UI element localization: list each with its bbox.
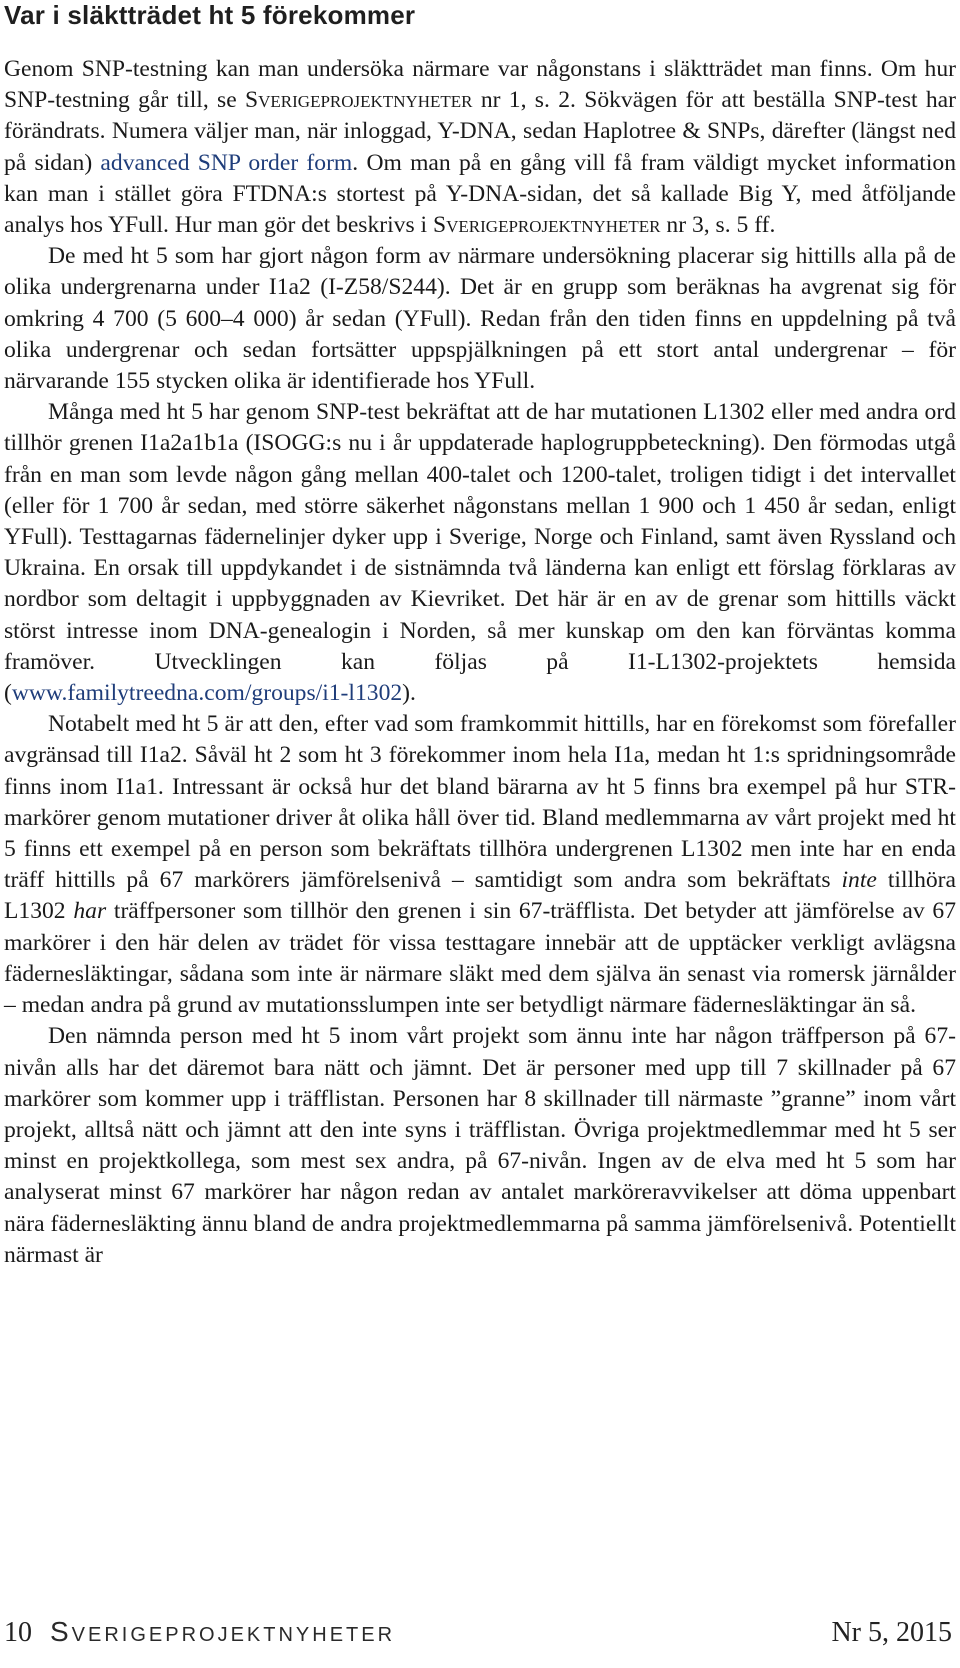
- magazine-name: Sverigeprojektnyheter: [50, 1616, 396, 1647]
- p4-emphasis-inte: inte: [841, 867, 877, 894]
- paragraph-1: [4, 54, 956, 241]
- p4-emphasis-har: har: [73, 898, 107, 925]
- p1-publication-ref-2: Sverigeprojektnyheter: [433, 212, 661, 239]
- article-body: [4, 54, 956, 1271]
- paragraph-2: De med ht 5 som har gjort någon form av närmare undersökning placerar sig hittills alla på de olika undergrenarna under I1a2 (I-Z58/S244). Det är en grupp som beräknas ha avgrenat sig för omkring 4 700 (5 600–4 000) år sedan (YFull). Redan från den tiden finns en uppdelning på två olika undergrenar och sedan fortsätter uppspjälkningen på ett stort antal undergrenar – för närvarande 155 stycken olika är identifierade hos YFull.: [4, 243, 956, 395]
- page-footer: [4, 1616, 952, 1656]
- page-number: 10: [4, 1617, 32, 1648]
- project-website-link[interactable]: www.familytreedna.com/groups/i1-l1302: [11, 680, 403, 707]
- p1-text-4: nr 3, s. 5 ff.: [660, 212, 776, 239]
- p3-text-1: Många med ht 5 har genom SNP-test bekräftat att de har mutationen L1302 eller med andra ord tillhör grenen I1a2a1b1a (ISOGG:s nu i år uppdaterade haplogruppbeteckning). Den förmodas utgå från en man som levde någon gång mellan 400-talet och 1200-talet, troligen tidigt i det intervallet (eller för 1 700 år sedan, med större säkerhet någonstans mellan 1 900 och 1 450 år sedan, enligt YFull). Testtagarnas fädernelinjer dyker upp i Sverige, Norge och Finland, samt även Ryssland och Ukraina. En orsak till uppdykandet i de sistnämnda två länderna kan enligt ett förslag förklaras av nordbor som deltagit i uppbyggnaden av Kievriket. Det här är en av de grenar som hittills väckt störst intresse inom DNA-genealogin i Norden, så mer kunskap om den kan förväntas komma framöver. Utvecklingen kan följas på I1-L1302-projektets hemsida (: [4, 399, 956, 707]
- p1-text-3: . Om man på en gång vill få fram väldigt mycket information kan man i stället göra FTDNA:s stortest på Y-DNA-sidan, det så kallade Big Y, med åtföljande analys hos YFull. Hur man gör det beskrivs i: [4, 149, 956, 239]
- p4-text-2: tillhöra L1302: [4, 867, 956, 925]
- issue-number: Nr 5, 2015: [831, 1617, 952, 1648]
- section-heading: Var i släktträdet ht 5 förekommer: [4, 0, 416, 30]
- p4-text-3: träffpersoner som tillhör den grenen i sin 67-träfflista. Det betyder att jämförelse av 67 markörer i den här delen av trädet för vissa testtagare innebär att de upptäcker verkligt avlägsna fädernesläktingar, sådana som inte är närmare släkt med dem själva än senast via romersk järnålder – medan andra på grund av mutationsslumpen inte ser betydligt närmare fädernesläktingar än så.: [4, 898, 957, 1019]
- p1-text-1: Genom SNP-testning kan man undersöka närmare var någonstans i släktträdet man finns. Om hur SNP-testning går till, se: [4, 56, 956, 114]
- advanced-snp-order-form-link[interactable]: advanced SNP order form: [100, 149, 353, 176]
- paragraph-3: [4, 397, 956, 709]
- paragraph-4: [4, 709, 956, 1021]
- footer-left: [4, 1616, 395, 1649]
- p3-text-2: ).: [402, 680, 416, 707]
- p1-text-2: nr 1, s. 2. Sökvägen för att beställa SNP-test har förändrats. Numera väljer man, när inloggad, Y-DNA, sedan Haplotree & SNPs, därefter (längst ned på sidan): [4, 87, 957, 176]
- p1-publication-ref-1: Sverigeprojektnyheter: [245, 87, 473, 114]
- paragraph-5: Den nämnda person med ht 5 inom vårt projekt som ännu inte har någon träffperson på 67-nivån alls har det däremot bara nätt och jämnt. Det är personer med upp till 7 skillnader på 67 markörer som kommer upp i träfflistan. Personen har 8 skillnader till närmaste ”granne” inom vårt projekt, alltså nätt och jämnt att den inte syns i träfflistan. Övriga projektmedlemmar med ht 5 ser minst en projektkollega, som mest sex andra, på 67-nivån. Ingen av de elva med ht 5 som har analyserat minst 67 markörer har någon redan av antalet marköreravvikelser att döma uppenbart nära fädernesläkting ännu bland de andra projektmedlemmarna på samma jämförelsenivå. Potentiellt närmast är: [4, 1023, 956, 1268]
- p4-text-1: Notabelt med ht 5 är att den, efter vad som framkommit hittills, har en förekomst som förefaller avgränsad till I1a2. Såväl ht 2 som ht 3 förekommer inom hela I1a, medan ht 1:s spridningsområde finns inom I1a1. Intressant är också hur det bland bärarna av ht 5 finns bra exempel på hur STR-markörer genom mutationer driver åt olika håll över tid. Bland medlemmarna av vårt projekt med ht 5 finns ett exempel på en person som bekräftats tillhöra undergrenen L1302 men inte har en enda träff hittills på 67 markörers jämförelsenivå – samtidigt som andra som bekräftats: [4, 711, 956, 894]
